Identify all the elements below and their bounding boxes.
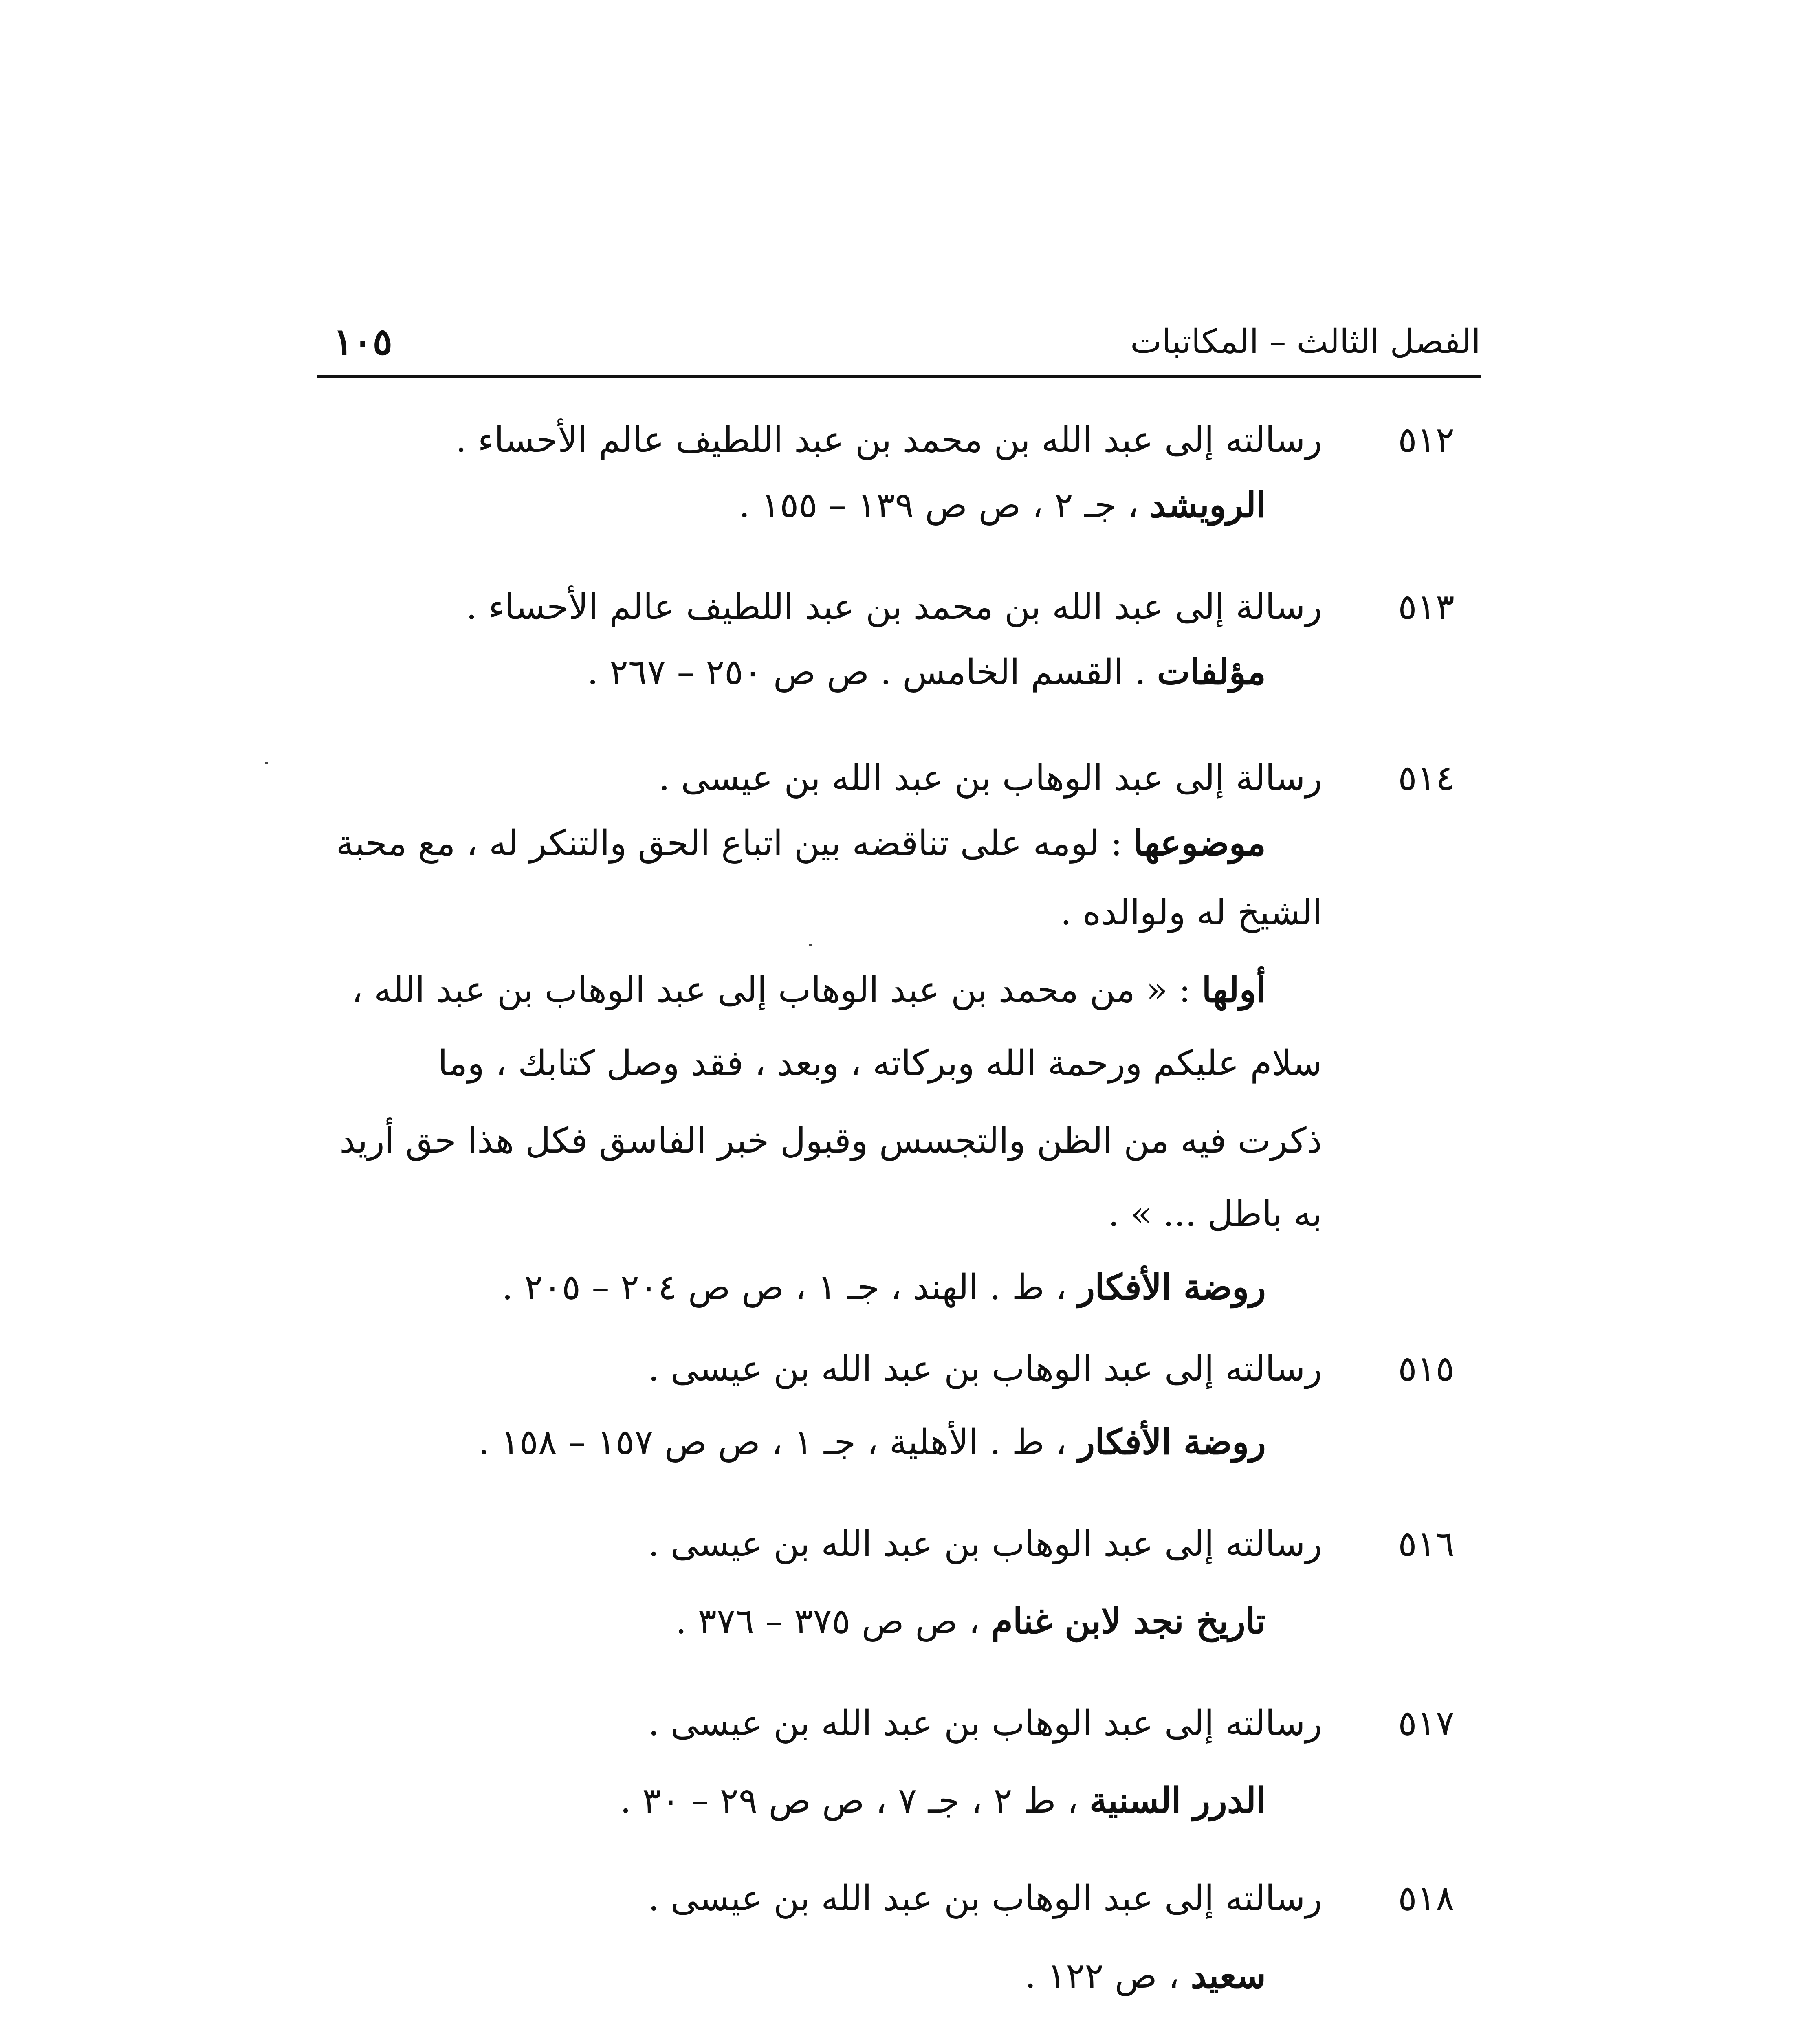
entry-source (502, 1263, 1266, 1312)
entry-text: رسالته إلى عبد الوهاب بن عبد الله بن عيسى . (648, 1703, 1322, 1744)
opening-continuation: ذكرت فيه من الظن والتجسس وقبول خبر الفاسق فكل هذا حق أريد (339, 1120, 1322, 1161)
source-name: روضة الأفكار (1078, 1267, 1266, 1308)
entry-source (676, 1597, 1266, 1646)
source-details: ، ص ص ٣٧٥ – ٣٧٦ . (676, 1601, 991, 1642)
topic-text: : لومه على تناقضه بين اتباع الحق والتنكر له ، مع محبة (336, 823, 1133, 864)
topic-label: موضوعها (1133, 823, 1266, 864)
scan-speck (809, 944, 812, 946)
page-number: ١٠٥ (333, 320, 393, 363)
entry-number: ٥١٦ (1398, 1524, 1455, 1564)
entry-text: رسالته إلى عبد الوهاب بن عبد الله بن عيسى . (648, 1524, 1322, 1564)
source-details: ، ط ٢ ، جـ ٧ ، ص ص ٢٩ – ٣٠ . (620, 1780, 1089, 1821)
source-name: الرويشد (1150, 484, 1266, 526)
chapter-title: الفصل الثالث – المكاتبات (1130, 322, 1481, 361)
running-header (317, 314, 1481, 378)
entry-source (587, 648, 1266, 697)
topic-line (336, 819, 1266, 868)
entry-number: ٥١٥ (1398, 1348, 1455, 1389)
entry-number: ٥١٣ (1398, 587, 1455, 627)
entry-text: رسالة إلى عبد الله بن محمد بن عبد اللطيف عالم الأحساء . (466, 587, 1322, 627)
opening-text: : « من محمد بن عبد الوهاب إلى عبد الوهاب بن عبد الله ، (351, 970, 1202, 1010)
opening-line (352, 966, 1266, 1014)
source-name: الدرر السنية (1089, 1780, 1266, 1821)
entry-source (478, 1418, 1266, 1467)
source-name: مؤلفات (1157, 651, 1266, 693)
source-details: . القسم الخامس . ص ص ٢٥٠ – ٢٦٧ . (587, 652, 1157, 693)
entry-text: رسالته إلى عبد الوهاب بن عبد الله بن عيسى . (648, 1348, 1322, 1389)
source-name: سعيد (1191, 1955, 1266, 1996)
entry-number: ٥١٢ (1398, 420, 1455, 460)
source-details: ، جـ ٢ ، ص ص ١٣٩ – ١٥٥ . (739, 485, 1150, 526)
entry-text: رسالته إلى عبد الله بن محمد بن عبد اللطيف عالم الأحساء . (455, 420, 1322, 460)
entry-source (739, 481, 1266, 530)
opening-label: أولها (1202, 969, 1266, 1010)
source-name: روضة الأفكار (1078, 1421, 1266, 1463)
source-details: ، ط . الهند ، جـ ١ ، ص ص ٢٠٤ – ٢٠٥ . (502, 1267, 1078, 1308)
opening-continuation: سلام عليكم ورحمة الله وبركاته ، وبعد ، فقد وصل كتابك ، وما (438, 1043, 1322, 1084)
source-name: تاريخ نجد لابن غنام (991, 1601, 1266, 1642)
entry-number: ٥١٧ (1398, 1703, 1455, 1744)
entry-text: رسالته إلى عبد الوهاب بن عبد الله بن عيسى . (648, 1878, 1322, 1919)
entry-source (1025, 1951, 1266, 2000)
opening-continuation: به باطل ... » . (1108, 1194, 1322, 1234)
entry-text: رسالة إلى عبد الوهاب بن عبد الله بن عيسى . (658, 758, 1322, 799)
source-details: ، ط . الأهلية ، جـ ١ ، ص ص ١٥٧ – ١٥٨ . (478, 1422, 1078, 1463)
scan-speck (265, 762, 268, 764)
entry-source (620, 1776, 1266, 1825)
entry-number: ٥١٨ (1398, 1878, 1455, 1919)
entry-number: ٥١٤ (1398, 758, 1455, 799)
topic-continuation: الشيخ له ولوالده . (1060, 892, 1322, 933)
source-details: ، ص ١٢٢ . (1025, 1956, 1191, 1996)
